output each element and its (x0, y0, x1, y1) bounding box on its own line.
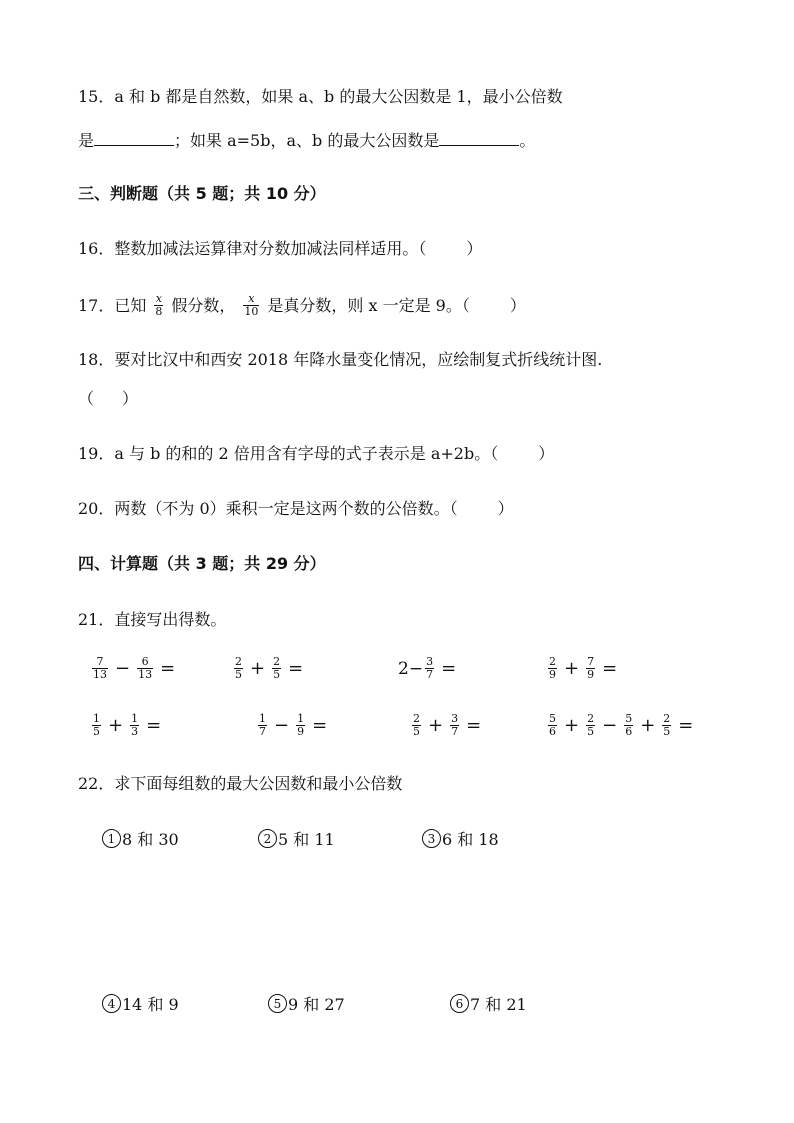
q18-close: ） (122, 389, 139, 408)
section-4-heading: 四、计算题（共 3 题；共 29 分） (78, 554, 326, 573)
denominator: 9 (587, 668, 595, 681)
numerator: 2 (413, 712, 420, 725)
numerator: 1 (259, 712, 266, 725)
numerator: 2 (235, 655, 242, 668)
denominator: 5 (587, 725, 595, 738)
q21-expression (546, 713, 698, 738)
numerator: 2 (663, 712, 671, 725)
q16-text: 16．整数加减法运算律对分数加减法同样适用。（ (78, 239, 427, 258)
fraction (130, 713, 139, 738)
denominator: 9 (297, 725, 305, 738)
circled-number: 3 (422, 829, 441, 848)
numerator: 2 (273, 655, 281, 668)
q17-text-b: 假分数， (171, 295, 236, 315)
q18-paren (78, 388, 138, 410)
numerator: x (248, 292, 255, 305)
q19-text: 19．a 与 b 的和的 2 倍用含有字母的式子表示是 a+2b。（ (78, 444, 499, 463)
q15-blank-lcm[interactable] (94, 129, 174, 146)
numerator: 1 (93, 712, 100, 725)
circled-number: 5 (268, 994, 287, 1013)
q21-expression (90, 656, 180, 681)
numerator: 5 (549, 712, 556, 725)
operator: − (602, 715, 618, 736)
q22-item (258, 827, 335, 850)
q17-text-c: 是真分数，则 x 一定是 9。（ (267, 295, 470, 315)
denominator: 6 (549, 725, 556, 738)
q18-open: （ (78, 389, 95, 408)
q22-item (268, 992, 345, 1015)
denominator: 5 (413, 725, 420, 738)
circled-number: 1 (102, 829, 121, 848)
operator: = (146, 715, 162, 736)
term: 2− (398, 658, 424, 679)
numerator: 3 (451, 712, 459, 725)
numerator: 6 (141, 655, 149, 668)
numerator: 3 (426, 655, 434, 668)
operator: + (564, 715, 580, 736)
denominator: 7 (259, 725, 266, 738)
q20-close: ） (497, 499, 514, 518)
number-pair: 14 和 9 (122, 995, 179, 1014)
fraction (137, 656, 153, 681)
operator: = (602, 658, 618, 679)
fraction (258, 713, 267, 738)
denominator: 7 (426, 668, 434, 681)
q17-fraction-2 (243, 293, 259, 318)
denominator: 5 (273, 668, 281, 681)
q21-expression (90, 713, 166, 738)
fraction (586, 656, 595, 681)
operator: = (160, 658, 176, 679)
denominator: 6 (625, 725, 633, 738)
operator: − (274, 715, 290, 736)
numerator: 7 (587, 655, 595, 668)
q21-title: 21．直接写出得数。 (78, 610, 227, 629)
fraction (548, 656, 557, 681)
q17-close: ） (509, 295, 526, 315)
q22-item (422, 827, 499, 850)
denominator: 8 (155, 305, 163, 318)
numerator: 2 (587, 712, 595, 725)
section-3-heading: 三、判断题（共 5 题；共 10 分） (78, 184, 326, 203)
q17 (78, 293, 526, 318)
fraction (92, 713, 101, 738)
q20 (78, 498, 514, 520)
operator: + (428, 715, 444, 736)
q15-blank-gcd[interactable] (439, 129, 519, 146)
q15-line2 (78, 129, 535, 152)
operator: = (441, 658, 457, 679)
q21-expression (546, 656, 622, 681)
q20-text: 20．两数（不为 0）乘积一定是这两个数的公倍数。（ (78, 499, 458, 518)
q15-line1: 15．a 和 b 都是自然数，如果 a、b 的最大公因数是 1，最小公倍数 (78, 87, 563, 106)
operator: = (466, 715, 482, 736)
fraction (662, 713, 671, 738)
operator: = (288, 658, 304, 679)
circled-number: 4 (102, 994, 121, 1013)
q19 (78, 443, 554, 465)
operator: = (312, 715, 328, 736)
number-pair: 5 和 11 (278, 830, 335, 849)
denominator: 5 (235, 668, 242, 681)
q15-text-c: 。 (519, 131, 536, 150)
numerator: 5 (625, 712, 633, 725)
denominator: 7 (451, 725, 459, 738)
denominator: 13 (93, 668, 107, 681)
q21-expression (398, 656, 461, 681)
q15-text-b: ；如果 a=5b，a、b 的最大公因数是 (174, 131, 440, 150)
fraction (92, 656, 108, 681)
q17-fraction-1 (154, 293, 163, 318)
numerator: 2 (549, 655, 556, 668)
fraction (586, 713, 595, 738)
fraction (234, 656, 243, 681)
circled-number: 6 (450, 994, 469, 1013)
number-pair: 6 和 18 (442, 830, 499, 849)
q22-item (450, 992, 527, 1015)
q19-close: ） (538, 444, 555, 463)
operator: − (115, 658, 131, 679)
q15-text-a: 是 (78, 131, 95, 150)
fraction (548, 713, 557, 738)
fraction (272, 656, 281, 681)
fraction (624, 713, 633, 738)
operator: + (108, 715, 124, 736)
operator: + (640, 715, 656, 736)
denominator: 10 (244, 305, 259, 318)
q21-expression (232, 656, 308, 681)
operator: + (564, 658, 580, 679)
denominator: 13 (138, 668, 153, 681)
fraction (425, 656, 434, 681)
q18: 18．要对比汉中和西安 2018 年降水量变化情况，应绘制复式折线统计图. (78, 350, 603, 369)
fraction (296, 713, 305, 738)
q16-close: ） (466, 239, 483, 258)
denominator: 9 (549, 668, 556, 681)
operator: = (678, 715, 694, 736)
denominator: 5 (663, 725, 671, 738)
fraction (412, 713, 421, 738)
denominator: 5 (93, 725, 100, 738)
numerator: 1 (297, 712, 305, 725)
q22-item (102, 992, 179, 1015)
numerator: 1 (131, 712, 139, 725)
denominator: 3 (131, 725, 139, 738)
q17-text-a: 17．已知 (78, 295, 147, 315)
operator: + (250, 658, 266, 679)
number-pair: 9 和 27 (288, 995, 345, 1014)
q21-expression (256, 713, 332, 738)
q22-item (102, 827, 179, 850)
number-pair: 7 和 21 (470, 995, 527, 1014)
fraction (450, 713, 459, 738)
q22-title: 22．求下面每组数的最大公因数和最小公倍数 (78, 774, 403, 793)
numerator: x (155, 292, 162, 305)
q21-expression (410, 713, 486, 738)
numerator: 7 (96, 655, 104, 668)
q16 (78, 238, 482, 260)
circled-number: 2 (258, 829, 277, 848)
number-pair: 8 和 30 (122, 830, 179, 849)
